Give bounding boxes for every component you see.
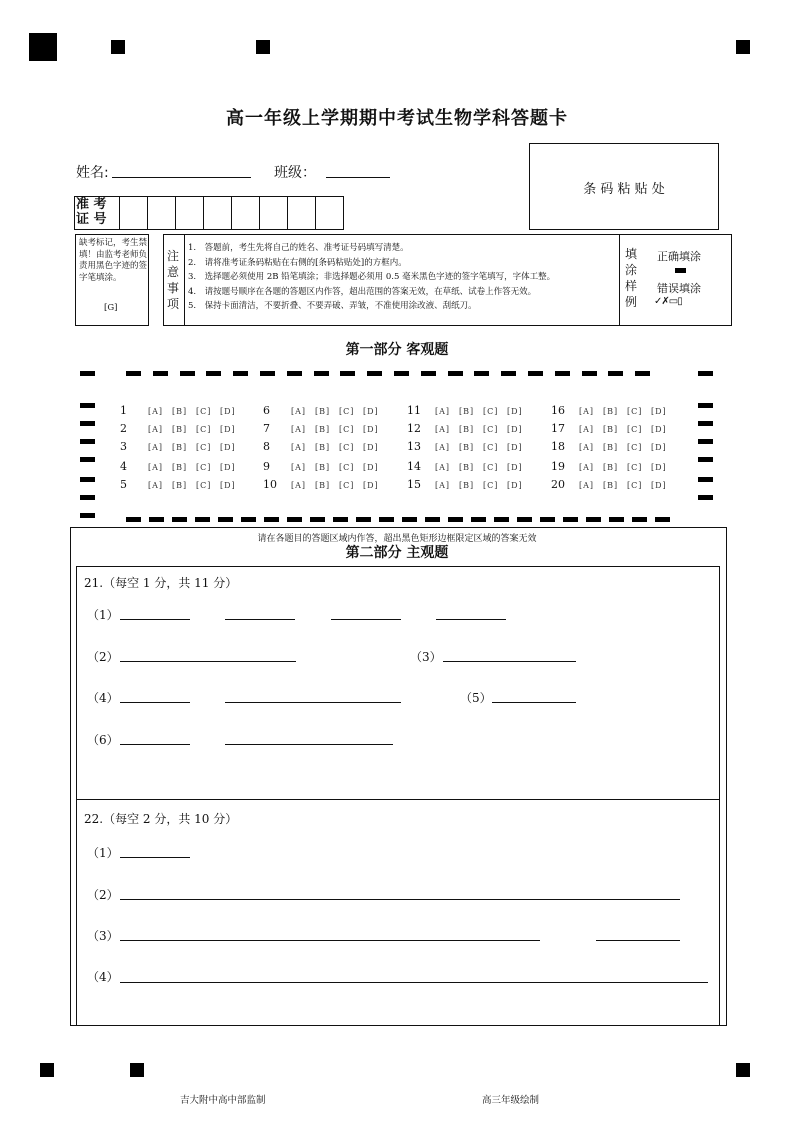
timing-mark <box>260 371 275 376</box>
mcq-question <box>551 473 675 492</box>
mcq-question <box>120 435 244 454</box>
q21-answer-blank[interactable] <box>492 702 576 703</box>
q21-answer-blank[interactable] <box>120 702 190 703</box>
timing-mark <box>517 517 532 522</box>
timing-mark <box>698 477 713 482</box>
footer-left: 吉大附中高中部监制 <box>180 1095 266 1106</box>
mcq-option-bubble[interactable]: [B] <box>603 481 619 490</box>
timing-mark <box>471 517 486 522</box>
mcq-question <box>263 455 387 474</box>
exam-id-cell[interactable] <box>231 196 260 230</box>
missing-mark-bubble[interactable]: [G] <box>104 303 118 313</box>
registration-mark <box>256 40 270 54</box>
mcq-number: 13 <box>407 440 421 453</box>
mcq-number: 8 <box>263 440 270 453</box>
q22-answer-blank[interactable] <box>120 982 708 983</box>
mcq-question <box>263 473 387 492</box>
mcq-option-bubble[interactable]: [C] <box>483 463 499 472</box>
timing-mark <box>586 517 601 522</box>
mcq-option-bubble[interactable]: [A] <box>579 443 595 452</box>
timing-mark <box>698 403 713 408</box>
mcq-option-bubble[interactable]: [D] <box>220 407 236 416</box>
exam-id-label <box>76 197 107 227</box>
timing-mark <box>80 403 95 408</box>
timing-mark <box>195 517 210 522</box>
mcq-question <box>120 455 244 474</box>
mcq-question <box>551 417 675 436</box>
timing-mark <box>563 517 578 522</box>
q22-box <box>76 799 720 1026</box>
q21-answer-blank[interactable] <box>120 744 190 745</box>
mcq-option-bubble[interactable]: [A] <box>148 425 164 434</box>
mcq-option-bubble[interactable]: [A] <box>148 463 164 472</box>
notes-heading-char: 意 <box>167 265 180 279</box>
timing-mark <box>126 371 141 376</box>
fill-wrong-label: 错误填涂 <box>657 282 701 295</box>
mcq-option-bubble[interactable]: [A] <box>291 443 307 452</box>
timing-mark <box>608 371 623 376</box>
mcq-number: 16 <box>551 404 565 417</box>
q21-answer-blank[interactable] <box>120 619 190 620</box>
mcq-option-bubble[interactable]: [B] <box>172 463 188 472</box>
timing-mark <box>241 517 256 522</box>
q21-answer-blank[interactable] <box>331 619 401 620</box>
q22-label-4: （4） <box>87 970 119 984</box>
timing-mark <box>340 371 355 376</box>
q22-label-3: （3） <box>87 929 119 943</box>
mcq-number: 3 <box>120 440 127 453</box>
timing-mark <box>494 517 509 522</box>
fill-heading-char: 涂 <box>625 263 638 277</box>
notes-heading-char: 注 <box>167 249 180 263</box>
mcq-number: 14 <box>407 460 421 473</box>
note-item: 4. 请按题号顺序在各题的答题区内作答，超出范围的答案无效，在草纸、试卷上作答无效。 <box>188 286 537 297</box>
fill-heading-char: 例 <box>625 295 638 309</box>
part2-title: 第二部分 主观题 <box>345 545 449 561</box>
exam-id-cell[interactable] <box>287 196 316 230</box>
mcq-option-bubble[interactable]: [D] <box>220 443 236 452</box>
mcq-number: 11 <box>407 404 421 417</box>
mcq-option-bubble[interactable]: [B] <box>315 481 331 490</box>
timing-mark <box>379 517 394 522</box>
fill-heading-char: 样 <box>625 279 638 293</box>
class-field[interactable] <box>326 177 390 178</box>
mcq-option-bubble[interactable]: [B] <box>172 443 188 452</box>
registration-mark <box>29 33 57 61</box>
timing-mark <box>609 517 624 522</box>
q21-answer-blank[interactable] <box>225 702 401 703</box>
timing-mark <box>126 517 141 522</box>
notes-divider <box>184 234 185 326</box>
timing-mark <box>80 457 95 462</box>
mcq-option-bubble[interactable]: [A] <box>579 425 595 434</box>
exam-id-cell[interactable] <box>147 196 176 230</box>
timing-mark <box>540 517 555 522</box>
mcq-option-bubble[interactable]: [C] <box>196 463 212 472</box>
mcq-option-bubble[interactable]: [D] <box>507 481 523 490</box>
timing-mark <box>233 371 248 376</box>
mcq-option-bubble[interactable]: [D] <box>651 443 667 452</box>
mcq-option-bubble[interactable]: [D] <box>507 407 523 416</box>
timing-mark <box>655 517 670 522</box>
mcq-option-bubble[interactable]: [A] <box>435 463 451 472</box>
mcq-question <box>120 417 244 436</box>
mcq-option-bubble[interactable]: [A] <box>148 407 164 416</box>
timing-mark <box>153 371 168 376</box>
mcq-question <box>263 399 387 418</box>
mcq-number: 2 <box>120 422 127 435</box>
timing-mark <box>394 371 409 376</box>
timing-mark <box>80 371 95 376</box>
q21-label-2: （2） <box>87 650 119 664</box>
mcq-option-bubble[interactable]: [C] <box>339 425 355 434</box>
mcq-number: 5 <box>120 478 127 491</box>
mcq-option-bubble[interactable]: [B] <box>172 481 188 490</box>
note-item: 2. 请将准考证条码粘贴在右侧的[条码粘贴处]的方框内。 <box>188 257 407 268</box>
mcq-option-bubble[interactable]: [A] <box>291 407 307 416</box>
wrong-fill-examples: ✓✗▭▯ <box>654 296 682 307</box>
mcq-option-bubble[interactable]: [A] <box>435 481 451 490</box>
timing-mark <box>367 371 382 376</box>
timing-mark <box>172 517 187 522</box>
mcq-option-bubble[interactable]: [B] <box>315 463 331 472</box>
mcq-option-bubble[interactable]: [B] <box>172 425 188 434</box>
q21-label-6: （6） <box>87 733 119 747</box>
timing-mark <box>356 517 371 522</box>
mcq-option-bubble[interactable]: [D] <box>363 407 379 416</box>
mcq-option-bubble[interactable]: [B] <box>315 425 331 434</box>
q21-answer-blank[interactable] <box>225 744 393 745</box>
notes-heading-char: 项 <box>167 297 180 311</box>
mcq-option-bubble[interactable]: [A] <box>435 443 451 452</box>
mcq-question <box>407 435 531 454</box>
exam-id-cell[interactable] <box>259 196 288 230</box>
timing-mark <box>402 517 417 522</box>
timing-mark <box>582 371 597 376</box>
q22-answer-blank[interactable] <box>120 857 190 858</box>
mcq-option-bubble[interactable]: [A] <box>435 407 451 416</box>
timing-mark <box>80 439 95 444</box>
mcq-option-bubble[interactable]: [D] <box>507 443 523 452</box>
mcq-option-bubble[interactable]: [A] <box>148 481 164 490</box>
mcq-option-bubble[interactable]: [C] <box>627 463 643 472</box>
mcq-option-bubble[interactable]: [B] <box>603 425 619 434</box>
q21-answer-blank[interactable] <box>120 661 296 662</box>
q22-label-2: （2） <box>87 888 119 902</box>
notes-list <box>188 241 618 314</box>
q21-title: 21.（每空 1 分，共 11 分） <box>84 576 238 590</box>
mcq-option-bubble[interactable]: [B] <box>603 407 619 416</box>
mcq-question <box>407 399 531 418</box>
mcq-option-bubble[interactable]: [B] <box>315 407 331 416</box>
mcq-question <box>263 435 387 454</box>
exam-id-cell[interactable] <box>203 196 232 230</box>
mcq-number: 7 <box>263 422 270 435</box>
mcq-option-bubble[interactable]: [B] <box>459 425 475 434</box>
mcq-question <box>407 455 531 474</box>
timing-mark <box>80 495 95 500</box>
timing-mark <box>698 371 713 376</box>
part1-title: 第一部分 客观题 <box>345 342 449 358</box>
mcq-option-bubble[interactable]: [D] <box>220 425 236 434</box>
mcq-option-bubble[interactable]: [A] <box>291 425 307 434</box>
mcq-option-bubble[interactable]: [D] <box>651 425 667 434</box>
exam-id-cell[interactable] <box>315 196 344 230</box>
mcq-option-bubble[interactable]: [D] <box>363 481 379 490</box>
q21-answer-blank[interactable] <box>225 619 295 620</box>
timing-mark <box>180 371 195 376</box>
q22-answer-blank[interactable] <box>120 899 680 900</box>
q22-label-1: （1） <box>87 846 119 860</box>
mcq-option-bubble[interactable]: [D] <box>651 407 667 416</box>
q22-answer-blank[interactable] <box>596 940 680 941</box>
mcq-option-bubble[interactable]: [A] <box>579 481 595 490</box>
fill-correct-label: 正确填涂 <box>657 250 701 263</box>
missing-note: 缺考标记，考生禁填！由监考老师负责用黑色字迹的签字笔填涂。 <box>79 238 148 283</box>
timing-mark <box>314 371 329 376</box>
mcq-option-bubble[interactable]: [C] <box>627 425 643 434</box>
q21-box <box>76 566 720 800</box>
timing-mark <box>698 495 713 500</box>
timing-mark <box>218 517 233 522</box>
mcq-option-bubble[interactable]: [D] <box>363 443 379 452</box>
mcq-option-bubble[interactable]: [A] <box>291 481 307 490</box>
footer-right: 高三年级绘制 <box>482 1095 540 1106</box>
exam-id-cell[interactable] <box>175 196 204 230</box>
q21-answer-blank[interactable] <box>443 661 576 662</box>
mcq-number: 20 <box>551 478 565 491</box>
mcq-option-bubble[interactable]: [B] <box>459 481 475 490</box>
note-item: 3. 选择题必须使用 2B 铅笔填涂；非选择题必须用 0.5 毫米黑色字迹的签字笔填写，字体工整。 <box>188 272 556 282</box>
mcq-number: 9 <box>263 460 270 473</box>
timing-mark <box>635 371 650 376</box>
mcq-number: 12 <box>407 422 421 435</box>
mcq-question <box>120 399 244 418</box>
mcq-option-bubble[interactable]: [D] <box>363 425 379 434</box>
mcq-option-bubble[interactable]: [B] <box>459 443 475 452</box>
mcq-question <box>120 473 244 492</box>
mcq-option-bubble[interactable]: [D] <box>220 481 236 490</box>
q21-label-5: （5） <box>460 691 492 705</box>
mcq-option-bubble[interactable]: [D] <box>220 463 236 472</box>
fill-divider <box>619 234 620 326</box>
timing-mark <box>206 371 221 376</box>
fill-heading-char: 填 <box>625 247 638 261</box>
mcq-option-bubble[interactable]: [C] <box>339 481 355 490</box>
timing-mark <box>474 371 489 376</box>
exam-id-cell[interactable] <box>119 196 148 230</box>
mcq-question <box>407 473 531 492</box>
timing-mark <box>501 371 516 376</box>
mcq-option-bubble[interactable]: [C] <box>196 443 212 452</box>
mcq-option-bubble[interactable]: [B] <box>603 463 619 472</box>
timing-mark <box>632 517 647 522</box>
mcq-number: 18 <box>551 440 565 453</box>
mcq-option-bubble[interactable]: [C] <box>339 407 355 416</box>
timing-mark <box>555 371 570 376</box>
timing-mark <box>310 517 325 522</box>
mcq-option-bubble[interactable]: [C] <box>627 407 643 416</box>
timing-mark <box>698 439 713 444</box>
mcq-option-bubble[interactable]: [A] <box>291 463 307 472</box>
timing-mark <box>528 371 543 376</box>
filled-bubble-example <box>675 268 686 273</box>
exam-id-label-line: 准 考 <box>76 197 107 212</box>
exam-id-label-line: 证 号 <box>76 212 107 227</box>
mcq-question <box>407 417 531 436</box>
mcq-question <box>551 435 675 454</box>
timing-mark <box>448 517 463 522</box>
mcq-number: 1 <box>120 404 127 417</box>
answer-notice: 请在各题目的答题区域内作答，超出黑色矩形边框限定区域的答案无效 <box>257 534 537 544</box>
fill-heading <box>625 246 637 310</box>
mcq-option-bubble[interactable]: [C] <box>196 481 212 490</box>
note-item: 5. 保持卡面清洁，不要折叠、不要弄破、弄皱，不准使用涂改液、刮纸刀。 <box>188 301 477 311</box>
mcq-option-bubble[interactable]: [B] <box>603 443 619 452</box>
q21-label-4: （4） <box>87 691 119 705</box>
mcq-option-bubble[interactable]: [C] <box>483 443 499 452</box>
timing-mark <box>421 371 436 376</box>
mcq-option-bubble[interactable]: [C] <box>339 463 355 472</box>
mcq-option-bubble[interactable]: [D] <box>507 425 523 434</box>
mcq-question <box>551 399 675 418</box>
mcq-number: 6 <box>263 404 270 417</box>
timing-mark <box>264 517 279 522</box>
mcq-question <box>263 417 387 436</box>
barcode-label: 条 码 粘 贴 处 <box>583 182 665 197</box>
timing-mark <box>448 371 463 376</box>
mcq-number: 15 <box>407 478 421 491</box>
mcq-option-bubble[interactable]: [D] <box>651 481 667 490</box>
mcq-option-bubble[interactable]: [A] <box>435 425 451 434</box>
mcq-number: 10 <box>263 478 277 491</box>
mcq-option-bubble[interactable]: [C] <box>339 443 355 452</box>
note-item: 1. 答题前，考生先将自己的姓名、准考证号码填写清楚。 <box>188 243 409 253</box>
mcq-option-bubble[interactable]: [C] <box>627 481 643 490</box>
notes-heading <box>167 248 181 312</box>
name-field[interactable] <box>112 177 251 178</box>
notes-heading-char: 事 <box>167 281 180 295</box>
registration-mark <box>40 1063 54 1077</box>
mcq-option-bubble[interactable]: [C] <box>196 407 212 416</box>
q21-label-3: （3） <box>410 650 442 664</box>
mcq-option-bubble[interactable]: [A] <box>148 443 164 452</box>
mcq-option-bubble[interactable]: [D] <box>363 463 379 472</box>
registration-mark <box>111 40 125 54</box>
mcq-option-bubble[interactable]: [C] <box>627 443 643 452</box>
mcq-option-bubble[interactable]: [D] <box>507 463 523 472</box>
page-title: 高一年级上学期期中考试生物学科答题卡 <box>226 108 568 129</box>
timing-mark <box>80 421 95 426</box>
timing-mark <box>698 457 713 462</box>
q21-answer-blank[interactable] <box>436 619 506 620</box>
q22-title: 22.（每空 2 分，共 10 分） <box>84 812 238 826</box>
mcq-option-bubble[interactable]: [C] <box>483 407 499 416</box>
mcq-number: 19 <box>551 460 565 473</box>
mcq-option-bubble[interactable]: [C] <box>483 481 499 490</box>
mcq-number: 17 <box>551 422 565 435</box>
name-label: 姓名: <box>76 165 109 181</box>
registration-mark <box>736 1063 750 1077</box>
mcq-option-bubble[interactable]: [B] <box>172 407 188 416</box>
timing-mark <box>149 517 164 522</box>
mcq-option-bubble[interactable]: [D] <box>651 463 667 472</box>
mcq-option-bubble[interactable]: [A] <box>579 407 595 416</box>
mcq-option-bubble[interactable]: [B] <box>459 407 475 416</box>
mcq-option-bubble[interactable]: [A] <box>579 463 595 472</box>
mcq-question <box>551 455 675 474</box>
mcq-number: 4 <box>120 460 127 473</box>
timing-mark <box>287 517 302 522</box>
registration-mark <box>130 1063 144 1077</box>
mcq-option-bubble[interactable]: [B] <box>315 443 331 452</box>
mcq-option-bubble[interactable]: [B] <box>459 463 475 472</box>
q21-label-1: （1） <box>87 608 119 622</box>
timing-mark <box>287 371 302 376</box>
timing-mark <box>80 513 95 518</box>
timing-mark <box>425 517 440 522</box>
class-label: 班级： <box>274 165 316 181</box>
q22-answer-blank[interactable] <box>120 940 540 941</box>
timing-mark <box>698 421 713 426</box>
mcq-option-bubble[interactable]: [C] <box>483 425 499 434</box>
registration-mark <box>736 40 750 54</box>
mcq-option-bubble[interactable]: [C] <box>196 425 212 434</box>
timing-mark <box>80 477 95 482</box>
timing-mark <box>333 517 348 522</box>
